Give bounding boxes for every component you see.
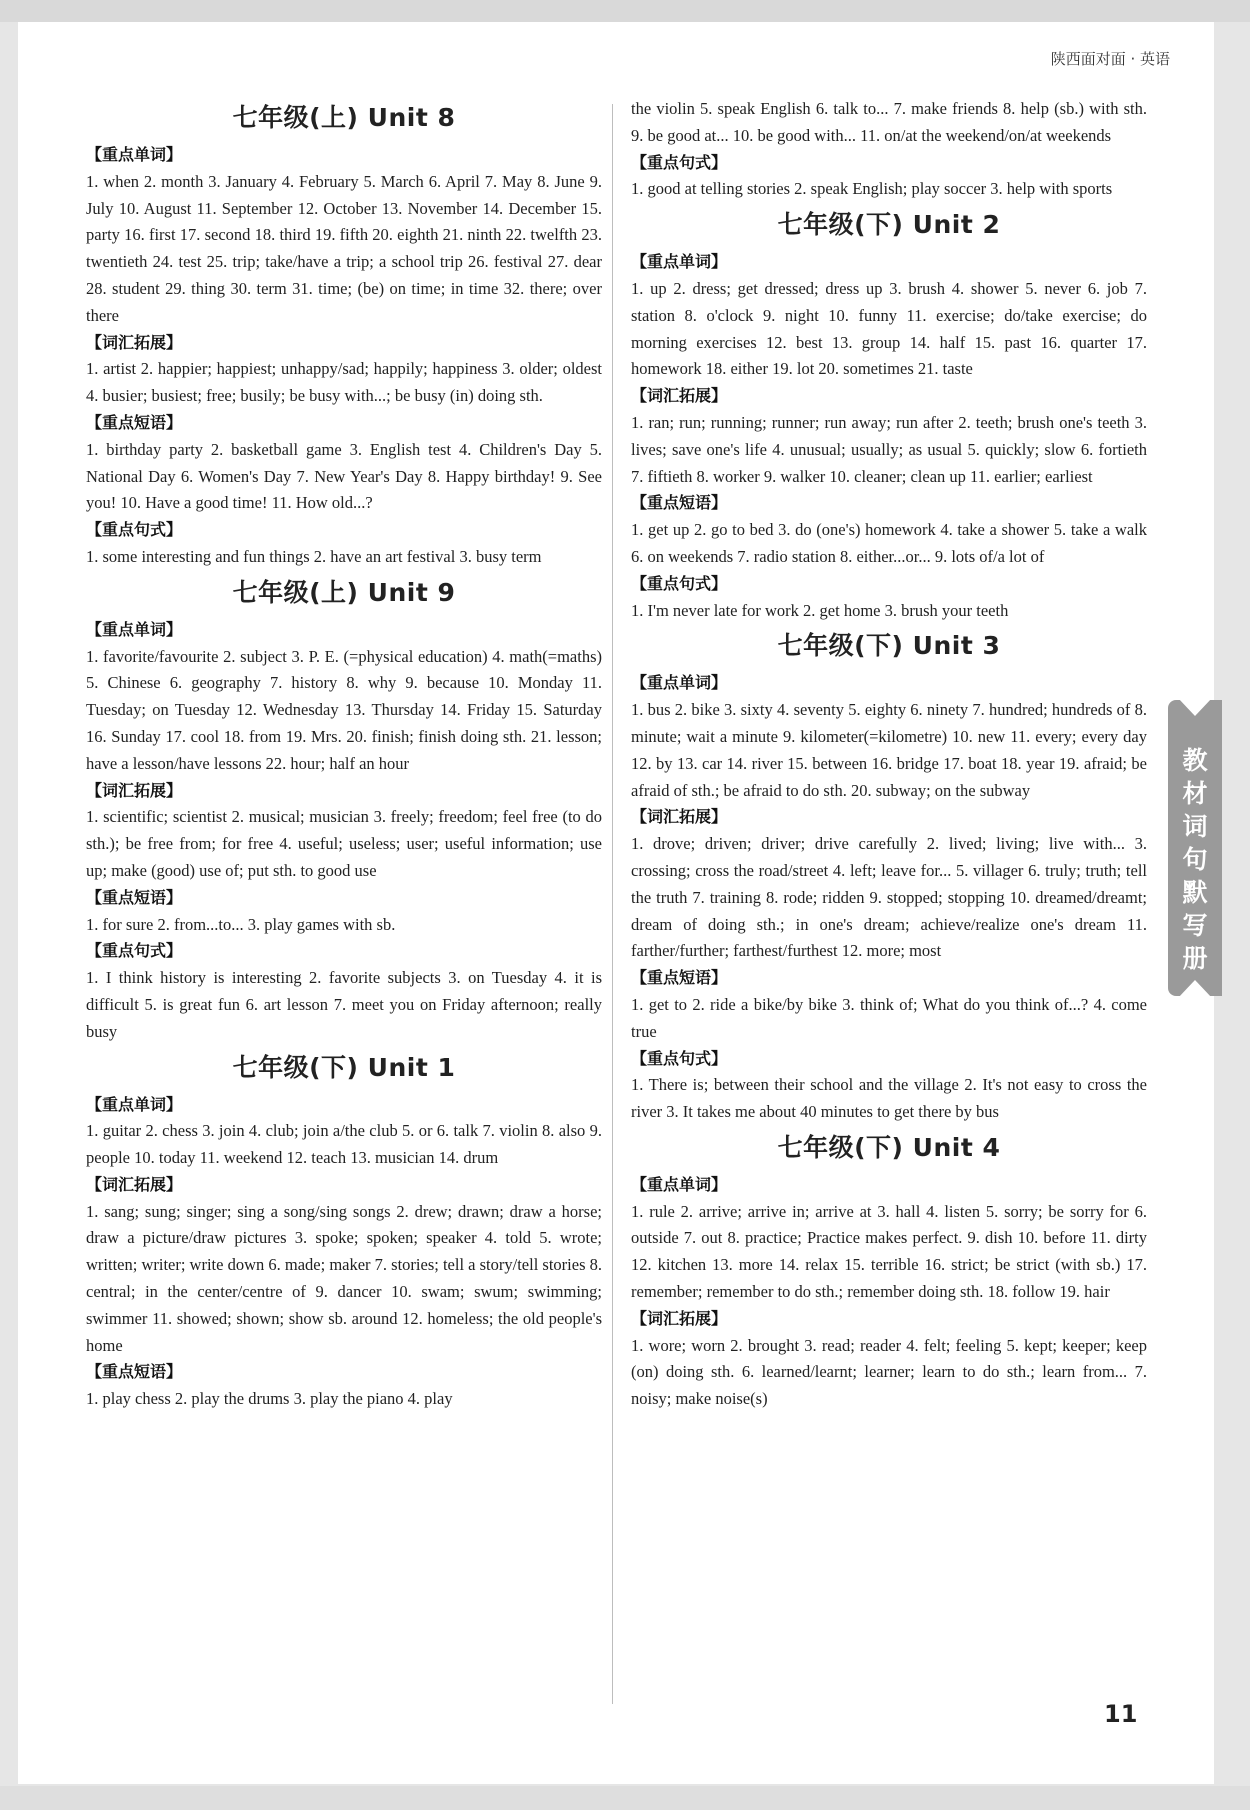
section-label: 【重点句式】 [86, 941, 183, 961]
section-label: 【重点单词】 [86, 619, 183, 639]
left-column [86, 96, 602, 1413]
section-label: 【词汇拓展】 [631, 386, 728, 406]
section-label: 【重点句式】 [631, 152, 728, 172]
section-label: 【重点单词】 [631, 673, 728, 693]
section-text: 1. I think history is interesting 2. favorite subjects 3. on Tuesday 4. it is difficult 5. is great fun 6. art lesson 7. meet you on Friday afternoon; really busy [86, 968, 602, 1041]
section-label: 【重点句式】 [631, 1048, 728, 1068]
section-label: 【重点短语】 [86, 1362, 183, 1382]
section-text: 1. I'm never late for work 2. get home 3. brush your teeth [631, 600, 1009, 620]
page-number: 11 [1104, 1700, 1138, 1728]
column-divider [612, 104, 613, 1704]
section-label: 【词汇拓展】 [86, 1174, 183, 1194]
section-text: 1. wore; worn 2. brought 3. read; reader 4. felt; feeling 5. kept; keeper; keep (on) doing sth. 6. learned/learnt; learner; learn to do sth.; learn from... 7. noisy; make noise(s) [631, 1335, 1147, 1409]
section-text: the violin 5. speak English 6. talk to... 7. make friends 8. help (sb.) with sth. 9. be good at... 10. be good with... 11. on/at the weekend/on/at weekends [631, 99, 1147, 145]
section-label: 【重点句式】 [86, 520, 183, 540]
section-label: 【词汇拓展】 [86, 332, 183, 352]
section-label: 【重点单词】 [631, 1174, 728, 1194]
unit-title: 七年级(下) Unit 1 [232, 1052, 456, 1082]
scan-top-border [0, 0, 1250, 22]
section-text: 1. when 2. month 3. January 4. February 5. March 6. April 7. May 8. June 9. July 10. August 11. September 12. October 13. November 14. December 15. party 16. first 17. second 18. third 19. fifth 20. eighth 21. ninth 22. twelfth 23. twentieth 24. test 25. trip; take/have a trip; a school trip 26. festival 27. dear 28. student 29. thing 30. term 31. time; (be) on time; in time 32. there; over there [86, 171, 602, 325]
section-text: 1. get to 2. ride a bike/by bike 3. think of; What do you think of...? 4. come true [631, 994, 1147, 1041]
section-text: 1. There is; between their school and the village 2. It's not easy to cross the river 3. It takes me about 40 minutes to get there by bus [631, 1075, 1147, 1122]
tab-arrow-top-icon [1178, 698, 1212, 716]
section-label: 【重点单词】 [86, 145, 183, 164]
section-text: 1. birthday party 2. basketball game 3. English test 4. Children's Day 5. National Day 6. Women's Day 7. New Year's Day 8. Happy birthday! 9. See you! 10. Have a good time! 11. How old...? [86, 439, 602, 513]
section-label: 【重点句式】 [631, 573, 728, 593]
section-label: 【词汇拓展】 [631, 807, 728, 827]
section-text: 1. good at telling stories 2. speak English; play soccer 3. help with sports [631, 179, 1113, 199]
unit-title: 七年级(下) Unit 2 [777, 210, 1001, 240]
section-text: 1. guitar 2. chess 3. join 4. club; join a/the club 5. or 6. talk 7. violin 8. also 9. people 10. today 11. weekend 12. teach 13. musician 14. drum [86, 1121, 602, 1168]
side-tab [1168, 700, 1222, 996]
unit-title: 七年级(上) Unit 9 [232, 577, 456, 607]
unit-title: 七年级(下) Unit 4 [777, 1132, 1001, 1162]
section-label: 【词汇拓展】 [86, 780, 183, 800]
section-label: 【重点短语】 [86, 887, 183, 907]
section-text: 1. drove; driven; driver; drive carefully 2. lived; living; live with... 3. crossing; cross the road/street 4. left; leave for... 5. villager 6. truly; truth; tell the truth 7. training 8. rode; ridden 9. stopped; stopping 10. dreamed/dreamt; dream of doing sth.; in one's dream; achieve/realize one's dream 11. farther/further; farthest/furthest 12. more; most [631, 834, 1147, 961]
section-label: 【重点单词】 [631, 252, 728, 272]
tab-arrow-bottom-icon [1178, 980, 1212, 998]
section-text: 1. get up 2. go to bed 3. do (one's) homework 4. take a shower 5. take a walk 6. on weekends 7. radio station 8. either...or... 9. lots of/a lot of [631, 520, 1147, 566]
unit-title: 七年级(上) Unit 8 [232, 103, 456, 132]
section-text: 1. some interesting and fun things 2. have an art festival 3. busy term [86, 546, 542, 566]
section-label: 【词汇拓展】 [631, 1308, 728, 1328]
right-column [631, 96, 1147, 1413]
section-label: 【重点短语】 [631, 493, 728, 513]
section-text: 1. ran; run; running; runner; run away; run after 2. teeth; brush one's teeth 3. lives; save one's life 4. unusual; usually; as usual 5. quickly; slow 6. fortieth 7. fiftieth 8. worker 9. walker 10. cleaner; clean up 11. earlier; earliest [631, 412, 1147, 486]
section-text: 1. up 2. dress; get dressed; dress up 3. brush 4. shower 5. never 6. job 7. station 8. o'clock 9. night 10. funny 11. exercise; do/take exercise; do morning exercises 12. best 13. group 14. half 15. past 16. quarter 17. homework 18. either 19. lot 20. sometimes 21. taste [631, 278, 1147, 379]
unit-title: 七年级(下) Unit 3 [777, 631, 1001, 661]
page-header: 陕西面对面 · 英语 [1050, 50, 1170, 68]
section-text: 1. favorite/favourite 2. subject 3. P. E. (=physical education) 4. math(=maths) 5. Chinese 6. geography 7. history 8. why 9. because 10. Monday 11. Tuesday; on Tuesday 12. Wednesday 13. Thursday 14. Friday 15. Saturday 16. Sunday 17. cool 18. from 19. Mrs. 20. finish; finish doing sth. 21. lesson; have a lesson/have lessons 22. hour; half an hour [86, 646, 602, 773]
section-text: 1. scientific; scientist 2. musical; musician 3. freely; freedom; feel free (to do sth.); be free from; for free 4. useful; useless; user; useful information; use up; make (good) use of; put sth. to good use [86, 807, 602, 880]
section-label: 【重点短语】 [86, 412, 183, 432]
section-text: 1. sang; sung; singer; sing a song/sing songs 2. drew; drawn; draw a horse; draw a picture/draw pictures 3. spoke; spoken; speaker 4. told 5. wrote; written; writer; write down 6. made; maker 7. stories; tell a story/tell stories 8. central; in the center/centre of 9. dancer 10. swam; swum; swimming; swimmer 11. showed; shown; show sb. around 12. homeless; the old people's home [86, 1201, 602, 1355]
scan-bottom-border [0, 1786, 1250, 1810]
section-text: 1. rule 2. arrive; arrive in; arrive at 3. hall 4. listen 5. sorry; be sorry for 6. outside 7. out 8. practice; Practice makes perfect. 9. dish 10. before 11. dirty 12. kitchen 13. more 14. relax 15. terrible 16. strict; be strict (with sb.) 17. remember; remember to do sth.; remember doing sth. 18. follow 19. hair [631, 1201, 1147, 1302]
section-text: 1. bus 2. bike 3. sixty 4. seventy 5. eighty 6. ninety 7. hundred; hundreds of 8. minute; wait a minute 9. kilometer(=kilometre) 10. new 11. every; every day 12. by 13. car 14. river 15. between 16. bridge 17. boat 18. year 19. afraid; be afraid of sth.; be afraid to do sth. 20. subway; on the subway [631, 700, 1147, 800]
section-text: 1. artist 2. happier; happiest; unhappy/sad; happily; happiness 3. older; oldest 4. busier; busiest; free; busily; be busy with...; be busy (in) doing sth. [86, 359, 602, 406]
section-label: 【重点短语】 [631, 968, 728, 988]
section-label: 【重点单词】 [86, 1094, 183, 1114]
side-tab-label: 教材词句默写册 [1182, 746, 1208, 973]
section-text: 1. play chess 2. play the drums 3. play the piano 4. play [86, 1389, 453, 1409]
section-text: 1. for sure 2. from...to... 3. play games with sb. [86, 914, 396, 934]
